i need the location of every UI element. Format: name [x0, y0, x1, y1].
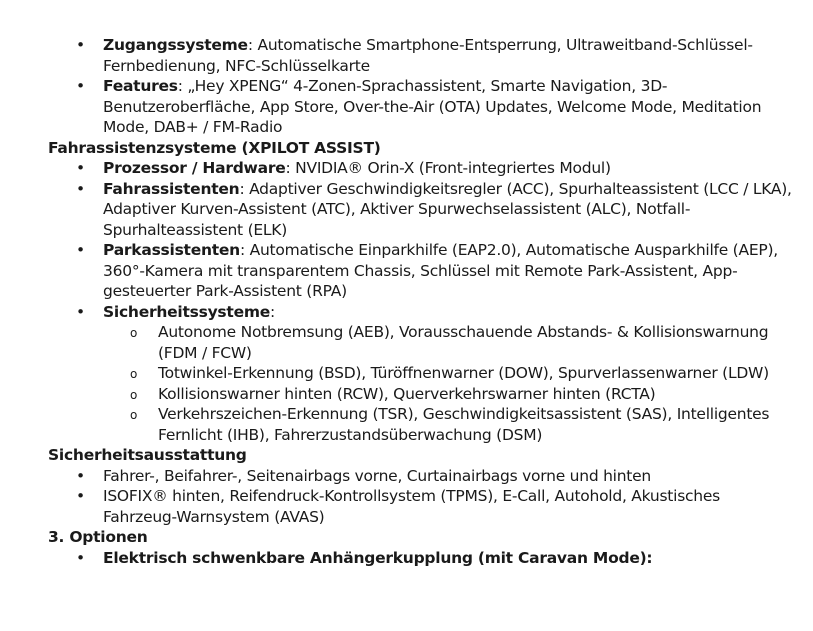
item-text: : „Hey XPENG“ 4-Zonen-Sprachassistent, Smarte Navigation, 3D-Benutzeroberfläche, App Store, Over-the-Air (OTA) Updates, Welcome Mode, Meditation Mode, DAB+ / FM-Radio — [103, 77, 762, 136]
item-text: ISOFIX® hinten, Reifendruck-Kontrollsystem (TPMS), E-Call, Autohold, Akustisches Fahrzeug-Warnsystem (AVAS) — [103, 487, 720, 526]
sub-list-item — [48, 384, 793, 405]
bullet-icon: • — [76, 466, 85, 485]
list-item — [48, 466, 793, 487]
item-text: : — [270, 302, 275, 321]
item-text: Elektrisch schwenkbare Anhängerkupplung (mit Caravan Mode): — [103, 548, 653, 567]
sicherheitsausstattung-list — [48, 466, 793, 528]
sicherheitssysteme-sublist — [48, 322, 793, 445]
list-item-sicherheitssysteme — [48, 302, 793, 323]
circle-bullet-icon: o — [130, 387, 138, 402]
sub-item-text: Kollisionswarner hinten (RCW), Querverkehrswarner hinten (RCTA) — [158, 384, 656, 403]
bullet-icon: • — [76, 36, 85, 54]
item-label: Parkassistenten — [103, 241, 240, 259]
list-item-parkassistenten — [48, 240, 793, 302]
heading-optionen: 3. Optionen — [48, 528, 148, 546]
bullet-icon: • — [76, 241, 85, 259]
circle-bullet-icon: o — [130, 408, 138, 422]
item-text: Fahrer-, Beifahrer-, Seitenairbags vorne, Curtainairbags vorne und hinten — [103, 466, 651, 485]
item-label: Fahrassistenten — [103, 179, 240, 198]
sub-item-text: Autonome Notbremsung (AEB), Vorausschauende Abstands- & Kollisionswarnung (FDM / FCW) — [158, 323, 769, 362]
bullet-icon: • — [76, 302, 85, 321]
list-item — [48, 548, 793, 569]
sub-list-item — [48, 404, 793, 445]
list-item-prozessor — [48, 158, 793, 179]
sub-list-item — [48, 322, 793, 363]
heading-fahrassistenzsysteme: Fahrassistenzsysteme (XPILOT ASSIST) — [48, 138, 381, 157]
bullet-icon: • — [76, 159, 85, 177]
item-label: Sicherheitssysteme — [103, 302, 270, 321]
item-label: Features — [103, 77, 178, 95]
bullet-icon: • — [76, 487, 85, 505]
bullet-icon: • — [76, 179, 85, 198]
sub-list-item — [48, 363, 793, 384]
optionen-list — [48, 548, 793, 569]
bullet-icon: • — [76, 77, 85, 95]
item-text: : Automatische Smartphone-Entsperrung, Ultraweitband-Schlüssel-Fernbedienung, NFC-Schlüsselkarte — [103, 36, 753, 75]
list-item — [48, 486, 793, 527]
circle-bullet-icon: o — [130, 326, 138, 340]
feature-list — [48, 35, 793, 138]
bullet-icon: • — [76, 548, 85, 567]
list-item-features — [48, 76, 793, 138]
item-label: Zugangssysteme — [103, 36, 248, 54]
sub-item-text: Totwinkel-Erkennung (BSD), Türöffnenwarner (DOW), Spurverlassenwarner (LDW) — [158, 364, 769, 382]
item-label: Prozessor / Hardware — [103, 159, 286, 177]
item-text: : Automatische Einparkhilfe (EAP2.0), Automatische Ausparkhilfe (AEP), 360°-Kamera mit transparentem Chassis, Schlüssel mit Remote Park-Assistent, App-gesteuerter Park-Assistent (RPA) — [103, 241, 778, 300]
circle-bullet-icon: o — [130, 367, 138, 381]
item-text: : Adaptiver Geschwindigkeitsregler (ACC), Spurhalteassistent (LCC / LKA), Adaptiver Kurven-Assistent (ATC), Aktiver Spurwechselassistent (ALC), Notfall-Spurhalteassistent (ELK) — [103, 179, 792, 239]
item-text: : NVIDIA® Orin-X (Front-integriertes Modul) — [285, 159, 611, 177]
list-item-fahrassistenten — [48, 179, 793, 241]
list-item-zugangssysteme — [48, 35, 793, 76]
sub-item-text: Verkehrszeichen-Erkennung (TSR), Geschwindigkeitsassistent (SAS), Intelligentes Fernlicht (IHB), Fahrerzustandsüberwachung (DSM) — [158, 405, 770, 444]
heading-sicherheitsausstattung: Sicherheitsausstattung — [48, 446, 247, 464]
fahrassistenz-list — [48, 158, 793, 322]
